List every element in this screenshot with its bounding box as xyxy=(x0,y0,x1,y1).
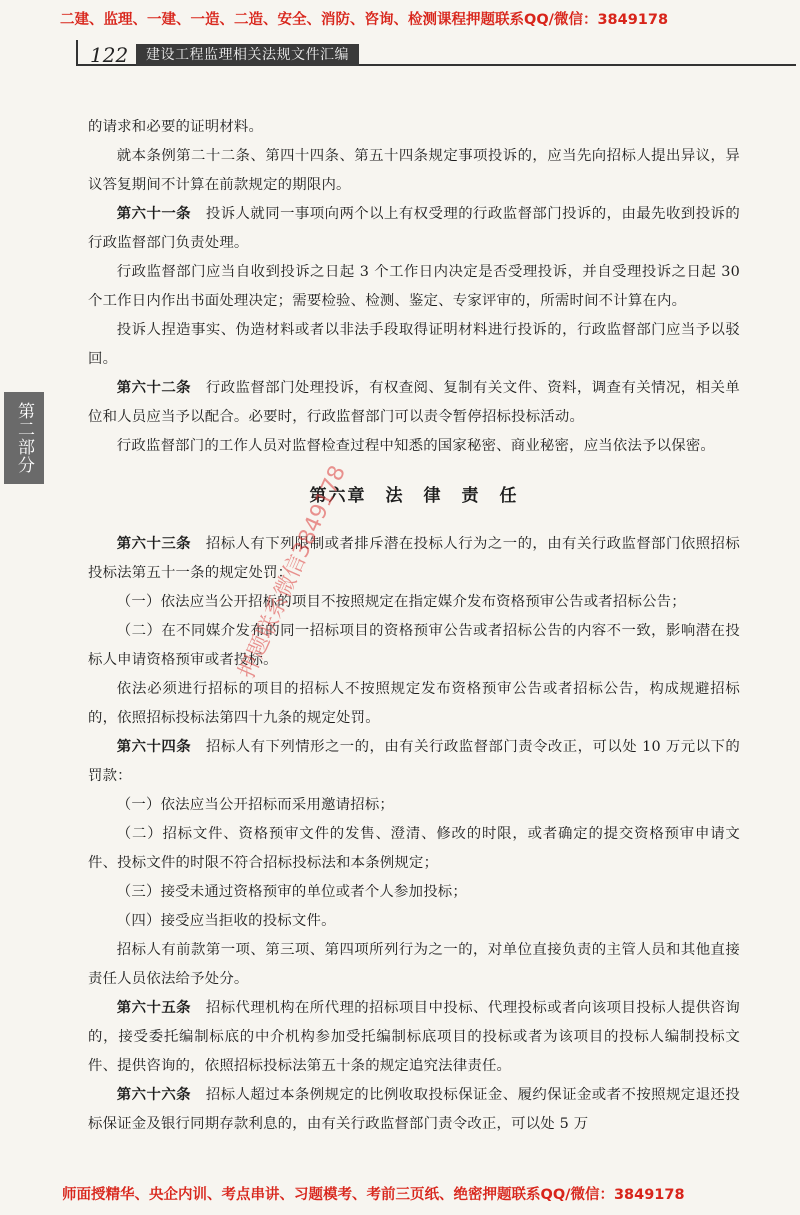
article-number: 第六十五条 xyxy=(116,1000,192,1016)
paragraph-text: 行政监督部门处理投诉，有权查阅、复制有关文件、资料，调查有关情况，相关单位和人员应当予以配合。必要时，行政监督部门可以责令暂停招标投标活动。 xyxy=(88,380,740,425)
article-number: 第六十六条 xyxy=(116,1087,192,1103)
paragraph-text: （二）招标文件、资格预审文件的发售、澄清、修改的时限，或者确定的提交资格预审申请文件、投标文件的时限不符合招标投标法和本条例规定； xyxy=(88,826,740,871)
document-body xyxy=(88,113,740,1139)
body-paragraph xyxy=(88,113,740,142)
paragraph-text: （三）接受未通过资格预审的单位或者个人参加投标； xyxy=(116,884,467,900)
book-title: 建设工程监理相关法规文件汇编 xyxy=(136,44,359,66)
paragraph-text: 行政监督部门应当自收到投诉之日起 3 个工作日内决定是否受理投诉，并自受理投诉之日起 30 个工作日内作出书面处理决定；需要检验、检测、鉴定、专家评审的，所需时间不计算在内。 xyxy=(88,264,740,309)
header-vertical-rule xyxy=(76,40,78,64)
paragraph-text: （四）接受应当拒收的投标文件。 xyxy=(116,913,336,929)
paragraph-text: 招标人有前款第一项、第三项、第四项所列行为之一的，对单位直接负责的主管人员和其他直接责任人员依法给予处分。 xyxy=(88,942,740,987)
article-paragraph xyxy=(88,994,740,1081)
watermark: 押题联系微信3849178 xyxy=(234,461,351,683)
article-paragraph xyxy=(88,1081,740,1139)
paragraph-text: （一）依法应当公开招标的项目不按照规定在指定媒介发布资格预审公告或者招标公告； xyxy=(116,594,686,610)
body-paragraph xyxy=(88,675,740,733)
paragraph-text: 投诉人捏造事实、伪造材料或者以非法手段取得证明材料进行投诉的，行政监督部门应当予以驳回。 xyxy=(88,322,740,367)
paragraph-text: 招标人有下列限制或者排斥潜在投标人行为之一的，由有关行政监督部门依照招标投标法第五十一条的规定处罚： xyxy=(88,536,740,581)
paragraph-text: 招标人超过本条例规定的比例收取投标保证金、履约保证金或者不按照规定退还投标保证金及银行同期存款利息的，由有关行政监督部门责令改正，可以处 5 万 xyxy=(88,1087,740,1132)
section-side-tab: 第二部分 xyxy=(4,392,44,484)
page-number: 122 xyxy=(90,43,129,67)
article-paragraph xyxy=(88,200,740,258)
paragraph-text: 依法必须进行招标的项目的招标人不按照规定发布资格预审公告或者招标公告，构成规避招标的，依照招标投标法第四十九条的规定处罚。 xyxy=(88,681,740,726)
body-paragraph xyxy=(88,878,740,907)
article-number: 第六十三条 xyxy=(116,536,192,552)
bottom-banner: 师面授精华、央企内训、考点串讲、习题模考、考前三页纸、绝密押题联系QQ/微信：3849178 xyxy=(62,1187,685,1203)
body-paragraph xyxy=(88,936,740,994)
article-number: 第六十四条 xyxy=(116,739,192,755)
body-paragraph xyxy=(88,316,740,374)
paragraph-text: 就本条例第二十二条、第四十四条、第五十四条规定事项投诉的，应当先向招标人提出异议，异议答复期间不计算在前款规定的期限内。 xyxy=(88,148,740,193)
paragraph-text: 招标人有下列情形之一的，由有关行政监督部门责令改正，可以处 10 万元以下的罚款： xyxy=(88,739,740,784)
article-number: 第六十一条 xyxy=(116,206,192,222)
body-paragraph xyxy=(88,588,740,617)
paragraph-text: 招标代理机构在所代理的招标项目中投标、代理投标或者向该项目投标人提供咨询的，接受委托编制标底的中介机构参加受托编制标底项目的投标或者为该项目的投标人编制投标文件、提供咨询的，依照招标投标法第五十条的规定追究法律责任。 xyxy=(88,1000,740,1074)
article-paragraph xyxy=(88,530,740,588)
body-paragraph xyxy=(88,820,740,878)
paragraph-text: （二）在不同媒介发布的同一招标项目的资格预审公告或者招标公告的内容不一致，影响潜在投标人申请资格预审或者投标。 xyxy=(88,623,740,668)
paragraph-text: 投诉人就同一事项向两个以上有权受理的行政监督部门投诉的，由最先收到投诉的行政监督部门负责处理。 xyxy=(88,206,740,251)
chapter-heading: 第六章 法 律 责 任 xyxy=(309,486,519,506)
paragraph-text: 行政监督部门的工作人员对监督检查过程中知悉的国家秘密、商业秘密，应当依法予以保密。 xyxy=(116,438,716,454)
body-paragraph xyxy=(88,791,740,820)
top-banner: 二建、监理、一建、一造、二造、安全、消防、咨询、检测课程押题联系QQ/微信：3849178 xyxy=(60,12,669,28)
body-paragraph xyxy=(88,907,740,936)
paragraph-text: （一）依法应当公开招标而采用邀请招标； xyxy=(116,797,395,813)
paragraph-text: 的请求和必要的证明材料。 xyxy=(88,119,264,135)
article-paragraph xyxy=(88,733,740,791)
article-paragraph xyxy=(88,374,740,432)
body-paragraph xyxy=(88,432,740,461)
article-number: 第六十二条 xyxy=(116,380,192,396)
body-paragraph xyxy=(88,617,740,675)
body-paragraph xyxy=(88,258,740,316)
body-paragraph xyxy=(88,142,740,200)
